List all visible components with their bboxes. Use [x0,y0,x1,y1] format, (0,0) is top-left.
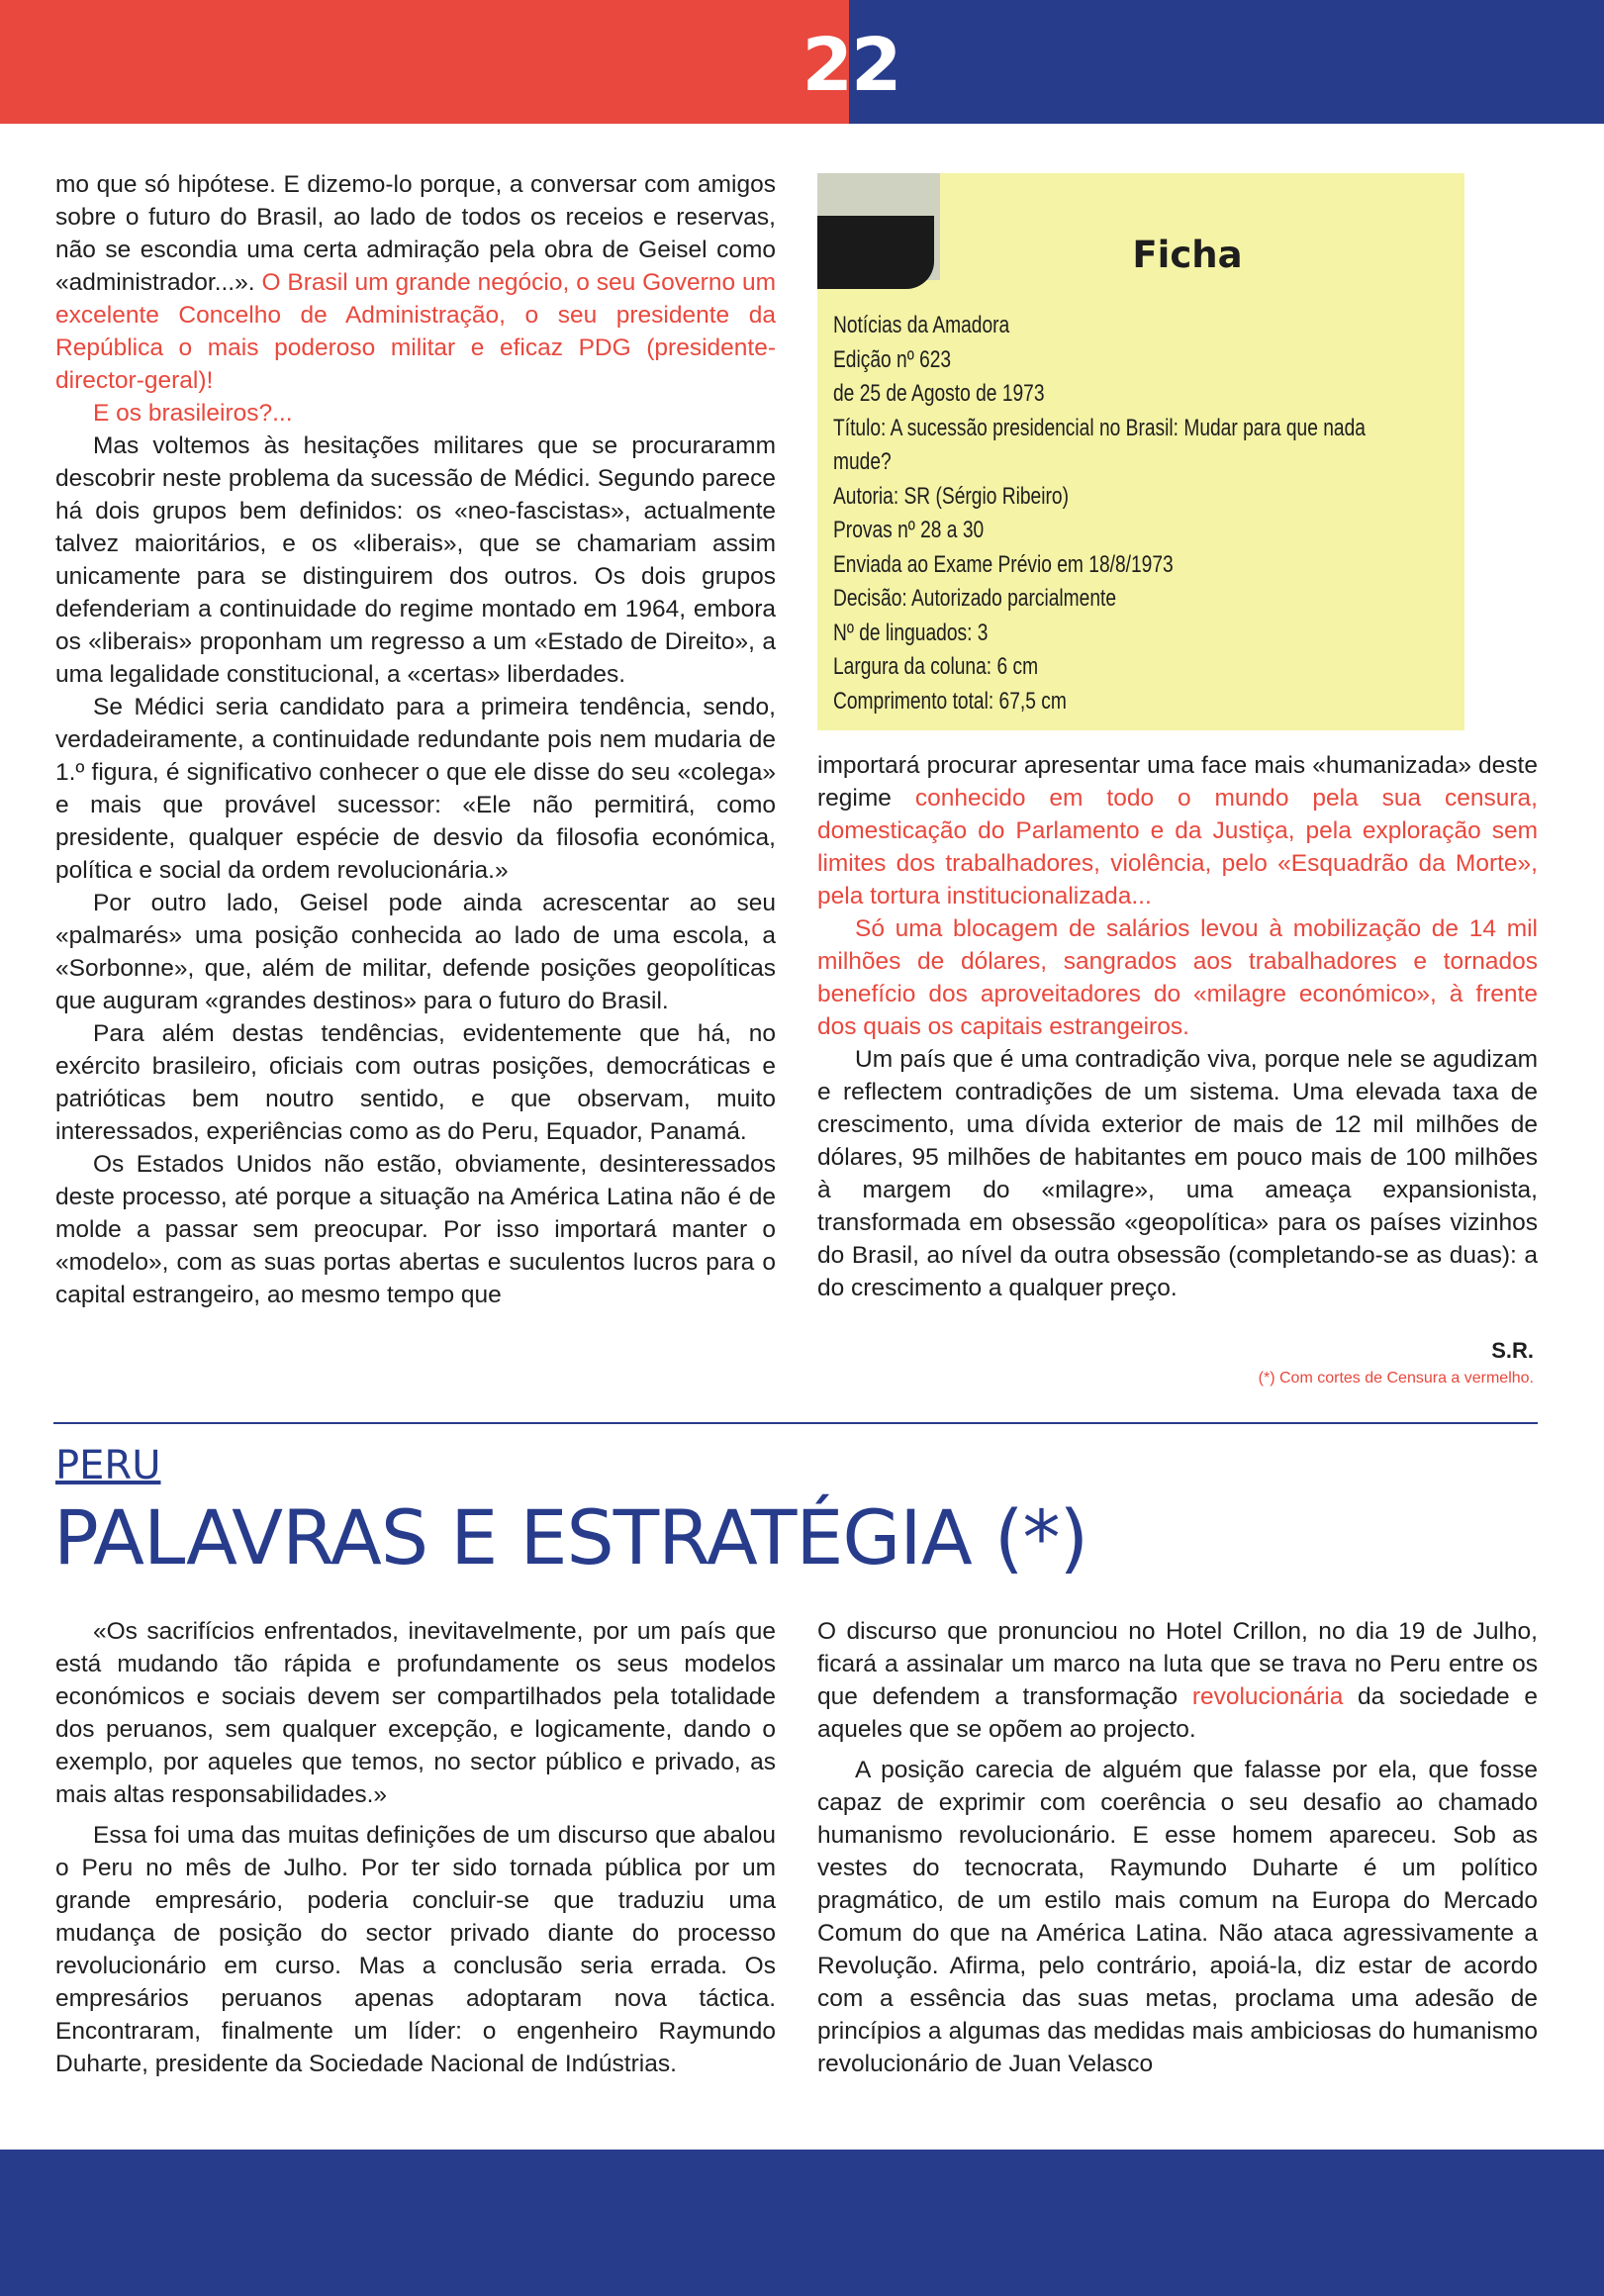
ficha-details [833,309,1449,718]
ficha-line: Autoria: SR (Sérgio Ribeiro) [833,482,1069,510]
ficha-line: Edição nº 623 [833,345,952,373]
censored-text: revolucionária [1191,1683,1344,1710]
paragraph [55,168,776,397]
author-signature: S.R. [1491,1338,1534,1363]
page-number: 22 [802,23,900,108]
paragraph: Um país que é uma contradição viva, porque nele se agudizam e reflectem contradições de um sistema. Uma elevada taxa de crescimento, uma dívida exterior de mais de 12 mil milhões de dólares, 95 milhões de habitantes em pouco mais de 100 milhões à margem do «milagre», uma ameaça expansionista, transformada em obsessão «geopolítica» para os países vizinhos do Brasil, ao nível da outra obsessão (completando-se as duas): a do crescimento a qualquer preço. [817,1046,1538,1301]
paragraph: Os Estados Unidos não estão, obviamente, desinteressados deste processo, até porque a situação na América Latina não é de molde a passar sem preocupar. Por isso importará manter o «modelo», com as suas portas abertas e suculentos lucros para o capital estrangeiro, ao mesmo tempo que [55,1151,776,1308]
section-divider [53,1422,1538,1424]
article-headline: PALAVRAS E ESTRATÉGIA (*) [53,1493,1088,1581]
paragraph: «Os sacrifícios enfrentados, inevitavelmente, por um país que está mudando tão rápida e profundamente os seus modelos económicos e sociais devem ser compartilhados pela totalidade dos peruanos, sem qualquer excepção, e logicamente, dando o exemplo, por aqueles que temos, no sector público e privado, as mais altas responsabilidades.» [55,1618,776,1808]
ficha-line: Título: A sucessão presidencial no Brasil: Mudar para que nada [833,414,1366,441]
section-label: PERU [55,1443,161,1488]
censored-text: O Brasil um grande negócio, o seu Governo um excelente Concelho de Administração, o seu presidente da República o mais poderoso militar e eficaz PDG (presidente-director-geral)! [55,269,777,394]
ficha-line: Largura da coluna: 6 cm [833,653,1039,680]
paragraph [817,1615,1538,1746]
text-run: da sociedade e aqueles que se opõem ao projecto. [817,1683,1538,1743]
article-column-1 [55,168,776,1311]
ficha-line: mude? [833,448,892,475]
censorship-note: (*) Com cortes de Censura a vermelho. [1258,1370,1534,1387]
paragraph: Para além destas tendências, evidentemente que há, no exército brasileiro, oficiais com outras posições, democráticas e patrióticas bem noutro sentido, e que observam, muito interessados, experiências como as do Peru, Equador, Panamá. [55,1020,776,1145]
text-run: mo que só hipótese. E dizemo-lo porque, a conversar com amigos sobre o futuro do Brasil, ao lado de todos os receios e reservas, não se escondia uma certa admiração pela obra de Geisel como «administrador...». [55,171,776,296]
paragraph: A posição carecia de alguém que falasse por ela, que fosse capaz de exprimir com coerência o seu desafio ao chamado humanismo revolucionário. E esse homem apareceu. Sob as vestes do tecnocrata, Raymundo Duharte é um político pragmático, de um estilo mais comum na Europa do Mercado Comum do que na América Latina. Não ataca agressivamente a Revolução. Afirma, pelo contrário, apoiá-la, diz estar de acordo com a essência das suas metas, proclama uma adesão de princípios a algumas das medidas mais ambiciosas do humanismo revolucionário de Juan Velasco [817,1757,1538,2077]
text-run: O discurso que pronunciou no Hotel Crillon, no dia 19 de Julho, ficará a assinalar um marco na luta que se trava no Peru entre os que defendem a transformação [817,1618,1538,1710]
ficha-line: Decisão: Autorizado parcialmente [833,585,1117,612]
censored-text: conhecido em todo o mundo pela sua censura, domesticação do Parlamento e da Justiça, pela exploração sem limites dos trabalhadores, violência, pelo «Esquadrão da Morte», pela tortura institucionalizada... [817,785,1538,909]
header-band-red [0,0,849,124]
paragraph: Essa foi uma das muitas definições de um discurso que abalou o Peru no mês de Julho. Por ter sido tornada pública por um grande empresário, poderia concluir-se que traduziu uma mudança de posição do sector privado diante do processo revolucionário em curso. Mas a conclusão seria errada. Os empresários peruanos apenas adoptaram nova táctica. Encontraram, finalmente um líder: o engenheiro Raymundo Duharte, presidente da Sociedade Nacional de Indústrias. [55,1822,776,2077]
header-band-blue [849,0,1604,124]
paragraph: Mas voltemos às hesitações militares que se procuraramm descobrir neste problema da sucessão de Médici. Segundo parece há dois grupos bem definidos: os «neo-fascistas», actualmente talvez maioritários, e os «liberais», que se chamariam assim unicamente para se distinguirem dos outros. Os dois grupos defenderiam a continuidade do regime montado em 1964, embora os «liberais» proponham um regresso a um «Estado de Direito», a uma legalidade constitucional, a «certas» liberdades. [55,432,776,688]
ficha-line: Notícias da Amadora [833,312,1010,338]
ficha-title: Ficha [1132,234,1243,276]
censored-paragraph: E os brasileiros?... [93,400,293,427]
ficha-line: Provas nº 28 a 30 [833,517,985,543]
ficha-line: Comprimento total: 67,5 cm [833,687,1067,715]
footer-band-blue [0,2150,1604,2296]
paragraph: Por outro lado, Geisel pode ainda acrescentar ao seu «palmarés» uma posição conhecida ao lado de uma escola, a «Sorbonne», que, além de militar, defende posições geopolíticas que auguram «grandes destinos» para o futuro do Brasil. [55,890,776,1014]
paragraph: Se Médici seria candidato para a primeira tendência, sendo, verdadeiramente, a continuidade redundante pois nem mudaria de 1.º figura, é significativo conhecer o que ele disse do seu «colega» e mais que provável sucessor: «Ele não permitirá, como presidente, qualquer espécie de desvio da filosofia económica, política e social da ordem revolucionária.» [55,694,776,884]
text-run: importará procurar apresentar uma face mais «humanizada» deste regime [817,752,1538,812]
article-column-3 [55,1615,776,2088]
article-column-2 [817,749,1538,1304]
ficha-marker [817,216,934,289]
ficha-line: de 25 de Agosto de 1973 [833,380,1045,407]
article-column-4 [817,1615,1538,2088]
paragraph [817,749,1538,912]
ficha-line: Enviada ao Exame Prévio em 18/8/1973 [833,550,1174,578]
censored-paragraph: Só uma blocagem de salários levou à mobilização de 14 mil milhões de dólares, sangrados aos trabalhadores e tornados benefício dos aproveitadores do «milagre económico», à frente dos quais os capitais estrangeiros. [817,915,1538,1040]
ficha-line: Nº de linguados: 3 [833,619,989,646]
